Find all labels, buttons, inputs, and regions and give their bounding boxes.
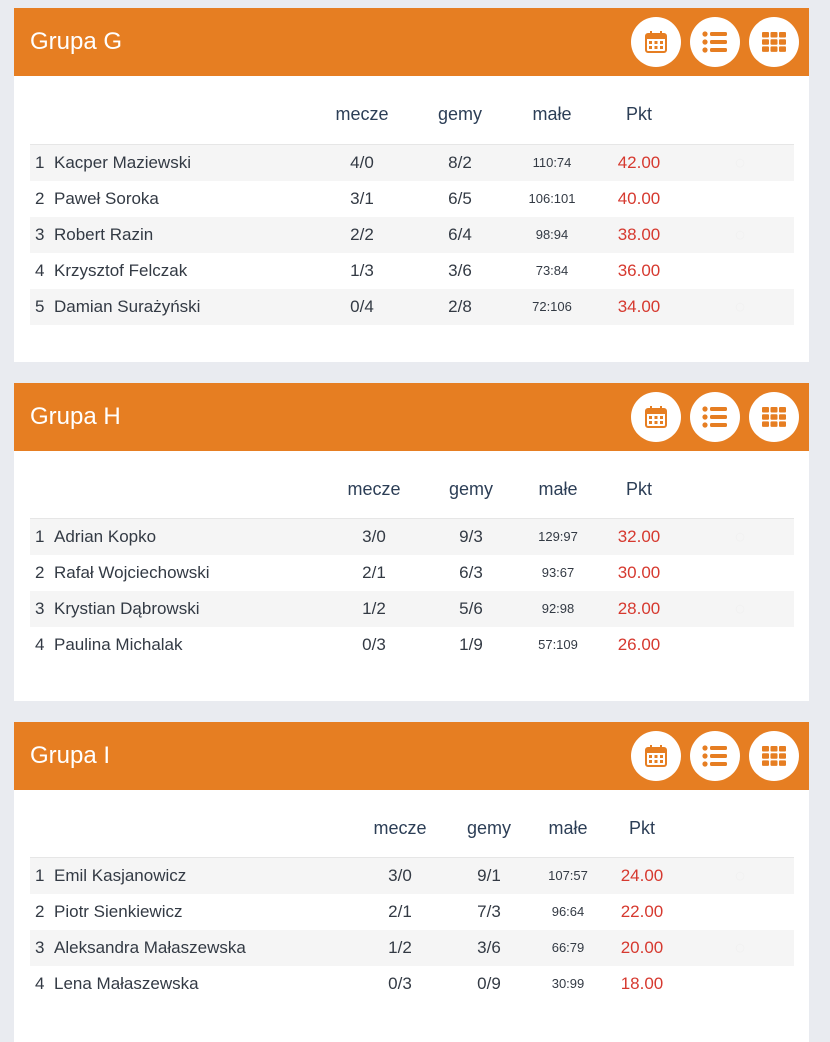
calendar-icon [644, 405, 668, 429]
col-header-gemy: gemy [448, 479, 493, 499]
games-value: 9/3 [459, 527, 483, 546]
table-row[interactable] [30, 253, 794, 289]
row-rank: 1 [35, 527, 45, 546]
player-name: Damian Surażyński [54, 297, 201, 316]
row-rank: 4 [35, 635, 45, 654]
points-small-value: 96:64 [551, 904, 585, 919]
pkt-value: 32.00 [617, 527, 661, 546]
group-card-i [14, 722, 809, 1042]
points-small-value: 66:79 [551, 940, 585, 955]
grid-icon [762, 746, 786, 766]
row-rank: 5 [35, 297, 45, 316]
player-name: Kacper Maziewski [54, 153, 191, 172]
matches-value: 0/4 [350, 297, 374, 316]
row-rank: 3 [35, 225, 45, 244]
matches-value: 0/3 [388, 974, 412, 993]
row-rank: 3 [35, 938, 45, 957]
games-value: 0/9 [477, 974, 501, 993]
games-value: 5/6 [459, 599, 483, 618]
games-value: 6/3 [459, 563, 483, 582]
table-row[interactable] [30, 591, 794, 627]
points-small-value: 92:98 [541, 601, 575, 616]
pkt-value: 42.00 [617, 153, 661, 172]
matches-value: 3/1 [350, 189, 374, 208]
row-indicator-icon: ○ [735, 602, 745, 615]
list-icon [702, 31, 728, 53]
standings-table [30, 144, 794, 325]
matches-value: 0/3 [362, 635, 386, 654]
schedule-button[interactable] [631, 392, 681, 442]
row-rank: 1 [35, 153, 45, 172]
points-small-value: 72:106 [532, 299, 572, 314]
schedule-button[interactable] [631, 731, 681, 781]
grid-view-button[interactable] [749, 731, 799, 781]
matches-value: 3/0 [362, 527, 386, 546]
group-header [14, 8, 809, 76]
points-small-value: 106:101 [528, 191, 576, 206]
row-rank: 1 [35, 866, 45, 885]
pkt-value: 40.00 [617, 189, 661, 208]
row-indicator-icon: ○ [735, 530, 745, 543]
col-header-pkt: Pkt [625, 479, 652, 499]
player-name: Krzysztof Felczak [54, 261, 188, 280]
matches-value: 3/0 [388, 866, 412, 885]
player-name: Paulina Michalak [54, 635, 183, 654]
matches-value: 2/1 [362, 563, 386, 582]
table-row[interactable] [30, 858, 794, 894]
row-rank: 3 [35, 599, 45, 618]
matches-value: 2/2 [350, 225, 374, 244]
col-header-gemy: gemy [437, 104, 482, 124]
games-value: 2/8 [448, 297, 472, 316]
table-row[interactable] [30, 519, 794, 555]
table-row[interactable] [30, 930, 794, 966]
col-header-pkt: Pkt [628, 818, 655, 838]
matches-value: 1/3 [350, 261, 374, 280]
points-small-value: 73:84 [535, 263, 569, 278]
row-indicator-icon: ○ [735, 869, 745, 882]
row-indicator-icon: ○ [735, 228, 745, 241]
grid-icon [762, 407, 786, 427]
pkt-value: 24.00 [620, 866, 664, 885]
matches-value: 2/1 [388, 902, 412, 921]
group-title: Grupa H [30, 403, 121, 430]
schedule-button[interactable] [631, 17, 681, 67]
standings-table [30, 518, 794, 663]
points-small-value: 110:74 [532, 155, 572, 170]
player-name: Krystian Dąbrowski [54, 599, 200, 618]
matches-value: 1/2 [388, 938, 412, 957]
player-name: Paweł Soroka [54, 189, 159, 208]
table-header [14, 818, 809, 840]
points-small-value: 93:67 [541, 565, 575, 580]
list-view-button[interactable] [690, 17, 740, 67]
list-view-button[interactable] [690, 392, 740, 442]
group-header [14, 722, 809, 790]
pkt-value: 36.00 [617, 261, 661, 280]
grid-icon [762, 32, 786, 52]
table-row[interactable] [30, 894, 794, 930]
player-name: Adrian Kopko [54, 527, 157, 546]
group-title: Grupa G [30, 28, 123, 55]
list-icon [702, 406, 728, 428]
games-value: 1/9 [459, 635, 483, 654]
list-icon [702, 745, 728, 767]
table-row[interactable] [30, 217, 794, 253]
list-view-button[interactable] [690, 731, 740, 781]
points-small-value: 129:97 [538, 529, 578, 544]
group-title: Grupa I [30, 742, 111, 769]
pkt-value: 28.00 [617, 599, 661, 618]
games-value: 8/2 [448, 153, 472, 172]
games-value: 9/1 [477, 866, 501, 885]
grid-view-button[interactable] [749, 392, 799, 442]
standings-table [30, 857, 794, 1002]
col-header-male: małe [532, 104, 572, 124]
player-name: Lena Małaszewska [54, 974, 199, 993]
col-header-mecze: mecze [335, 104, 389, 124]
table-header [14, 479, 809, 501]
player-name: Rafał Wojciechowski [54, 563, 210, 582]
table-row[interactable] [30, 145, 794, 181]
pkt-value: 34.00 [617, 297, 661, 316]
group-header [14, 383, 809, 451]
player-name: Robert Razin [54, 225, 154, 244]
row-indicator-icon: ○ [735, 941, 745, 954]
row-rank: 2 [35, 563, 45, 582]
col-header-gemy: gemy [466, 818, 511, 838]
calendar-icon [644, 744, 668, 768]
row-rank: 2 [35, 902, 45, 921]
table-header [14, 104, 809, 126]
games-value: 6/5 [448, 189, 472, 208]
row-indicator-icon: ○ [735, 300, 745, 313]
row-rank: 2 [35, 189, 45, 208]
table-row[interactable] [30, 555, 794, 591]
row-rank: 4 [35, 974, 45, 993]
group-card-g [14, 8, 809, 362]
games-value: 3/6 [448, 261, 472, 280]
col-header-male: małe [548, 818, 588, 838]
games-value: 7/3 [477, 902, 501, 921]
points-small-value: 57:109 [538, 637, 578, 652]
player-name: Emil Kasjanowicz [54, 866, 187, 885]
points-small-value: 30:99 [551, 976, 585, 991]
grid-view-button[interactable] [749, 17, 799, 67]
col-header-pkt: Pkt [625, 104, 652, 124]
row-indicator-icon: ○ [735, 156, 745, 169]
pkt-value: 18.00 [620, 974, 664, 993]
col-header-mecze: mecze [347, 479, 401, 499]
pkt-value: 22.00 [620, 902, 664, 921]
table-row[interactable] [30, 181, 794, 217]
games-value: 6/4 [448, 225, 472, 244]
col-header-male: małe [538, 479, 578, 499]
points-small-value: 98:94 [535, 227, 569, 242]
pkt-value: 20.00 [620, 938, 664, 957]
group-card-h [14, 383, 809, 701]
player-name: Aleksandra Małaszewska [54, 938, 246, 957]
table-row[interactable] [30, 289, 794, 325]
col-header-mecze: mecze [373, 818, 427, 838]
player-name: Piotr Sienkiewicz [54, 902, 183, 921]
table-row[interactable] [30, 627, 794, 663]
matches-value: 4/0 [350, 153, 374, 172]
table-row[interactable] [30, 966, 794, 1002]
pkt-value: 30.00 [617, 563, 661, 582]
pkt-value: 38.00 [617, 225, 661, 244]
games-value: 3/6 [477, 938, 501, 957]
matches-value: 1/2 [362, 599, 386, 618]
points-small-value: 107:57 [548, 868, 588, 883]
calendar-icon [644, 30, 668, 54]
row-rank: 4 [35, 261, 45, 280]
pkt-value: 26.00 [617, 635, 661, 654]
